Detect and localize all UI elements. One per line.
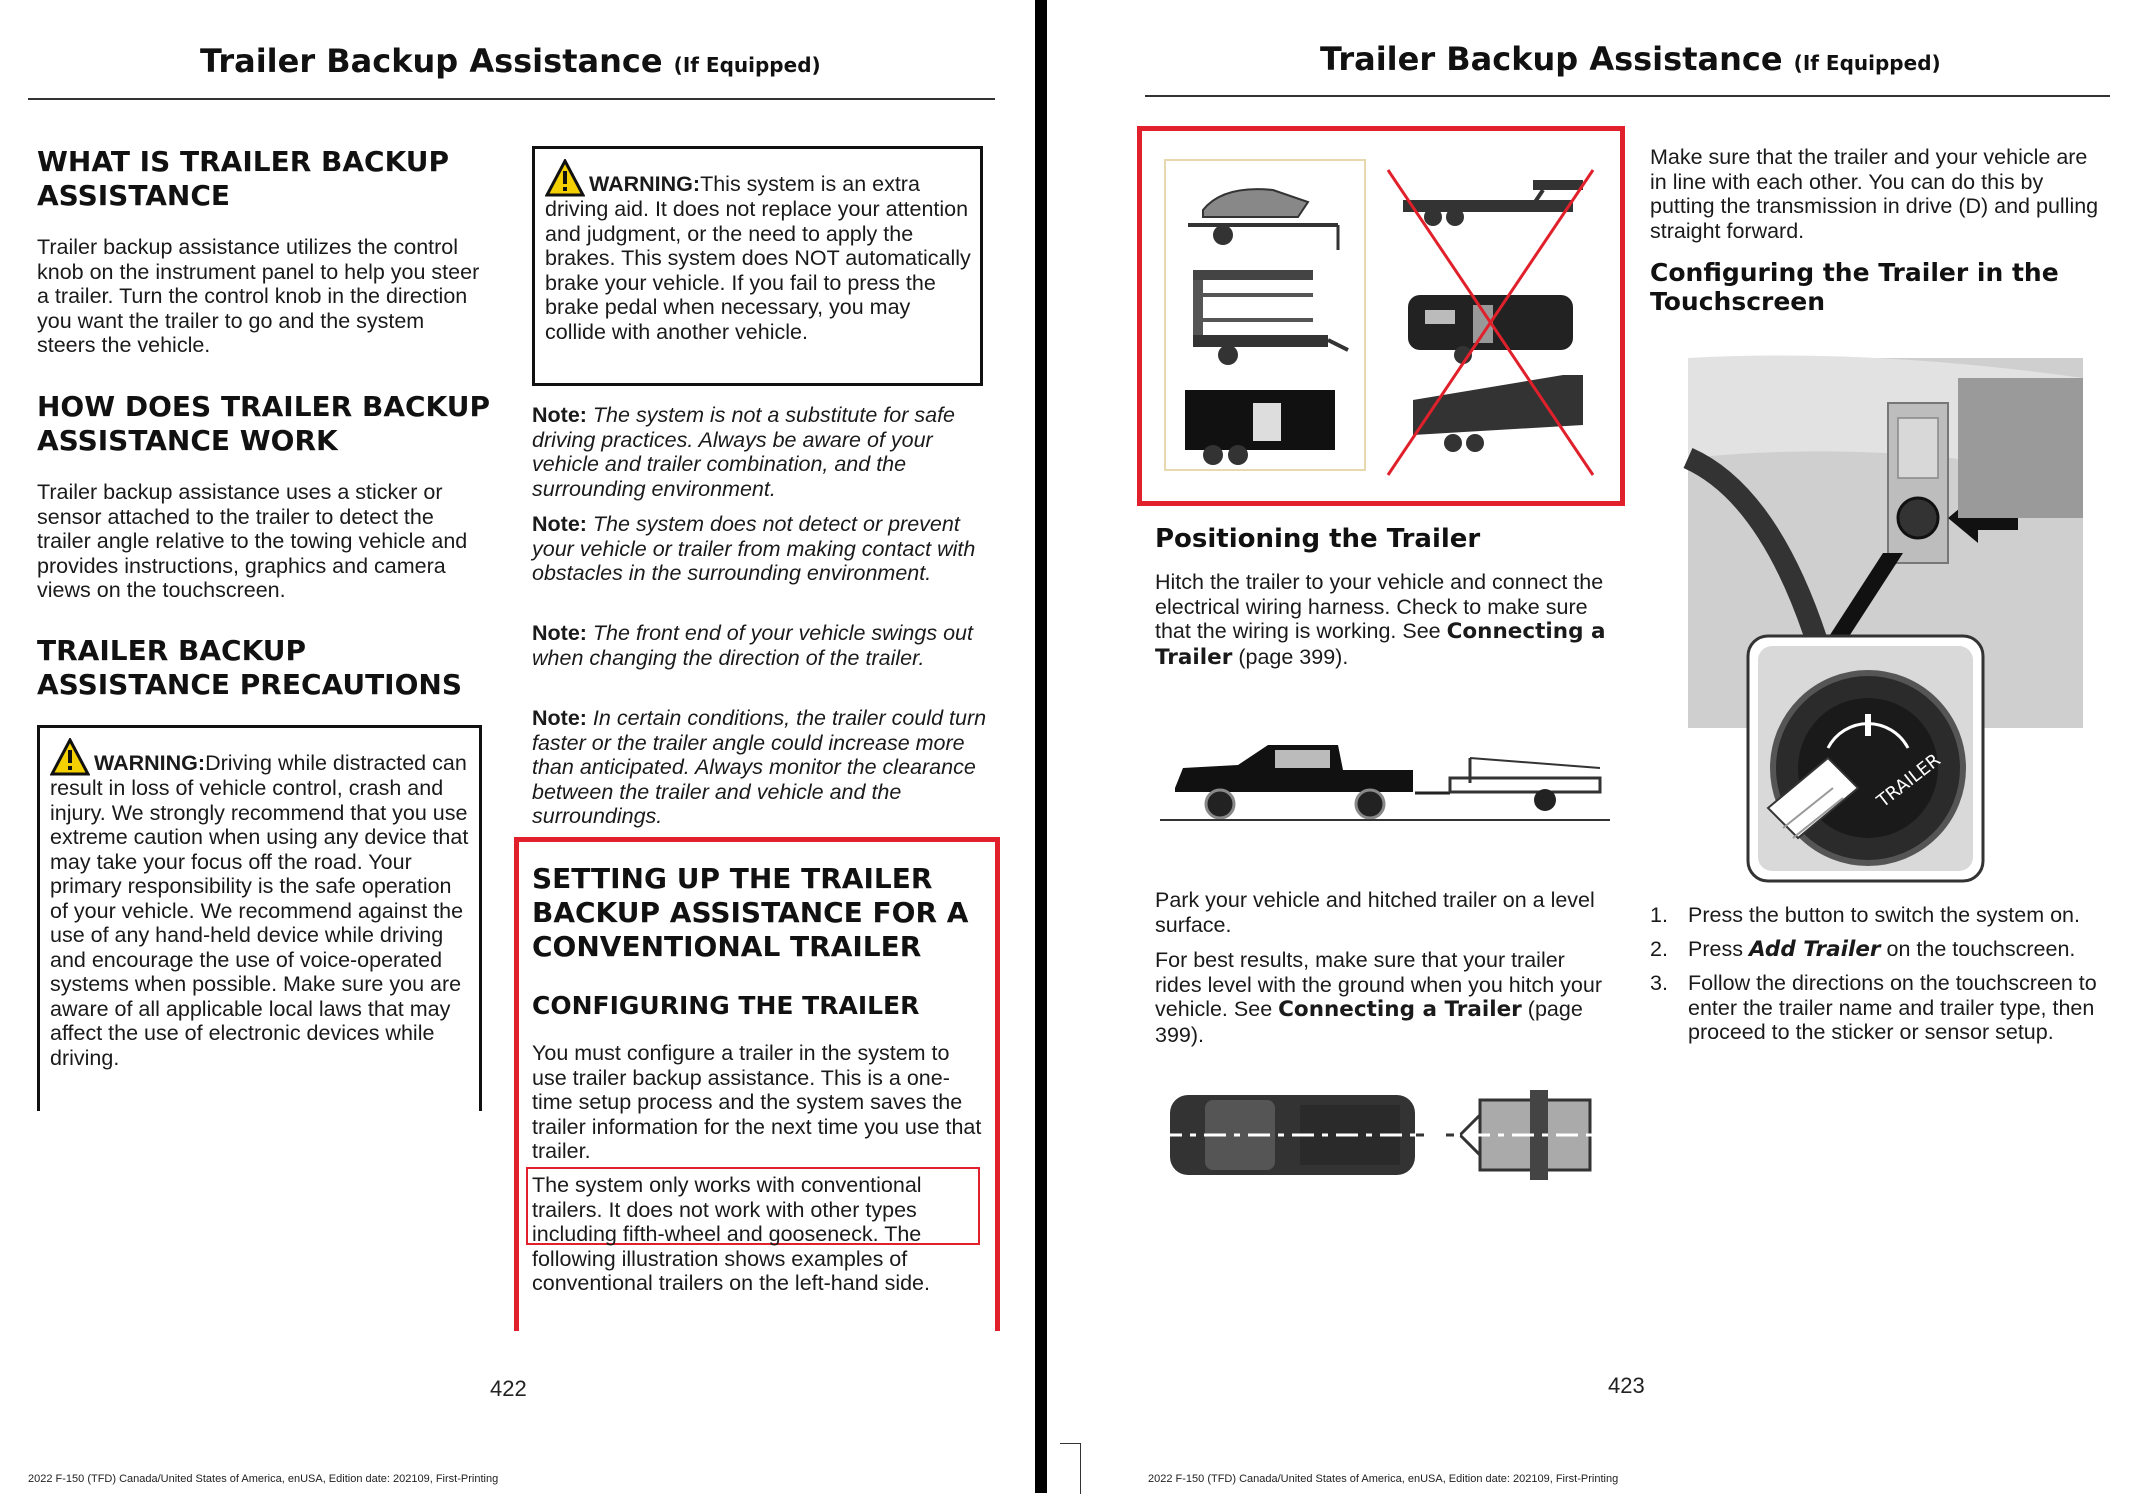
positioning-text: Hitch the trailer to your vehicle and connect the electrical wiring harness. Check to make sure that the wiring is working. xyxy=(1155,570,1604,643)
left-title-suffix: (If Equipped) xyxy=(673,53,821,77)
right-title-suffix: (If Equipped) xyxy=(1793,51,1941,75)
utility-trailer-icon xyxy=(1193,270,1348,365)
conventional-only-text xyxy=(532,1173,987,1296)
what-is-heading: WHAT IS TRAILER BACKUP ASSISTANCE xyxy=(37,145,450,212)
left-title-main: Trailer Backup Assistance xyxy=(200,42,663,80)
warning-distracted-text: Driving while distracted can result in loss of vehicle control, crash and injury. We strongly recommend that you use extreme caution when using any device that may take your focus off the road. Your primary responsibility is the safe operation of your vehicle. We recommend against the use of any hand-held device while driving and encourage the use of voice-operated systems when possible. Make sure you are aware of all applicable local laws that may affect the use of electronic devices while driving. xyxy=(50,751,469,1070)
what-is-body: Trailer backup assistance utilizes the control knob on the instrument panel to help you steer a trailer. Turn the control knob in the direction you want the trailer to go and the system steers the vehicle. xyxy=(37,235,480,357)
inline-body: Make sure that the trailer and your vehicle are in line with each other. You can do this by putting the transmission in drive (D) and pulling straight forward. xyxy=(1650,145,2099,243)
warning-aid-text-block xyxy=(545,159,973,344)
left-title-rule xyxy=(28,98,995,100)
precautions-heading: TRAILER BACKUP ASSISTANCE PRECAUTIONS xyxy=(37,634,463,701)
note-4-label: Note: xyxy=(532,706,587,730)
park-text: For best results, make sure that your trailer rides level with the ground when you hitch your vehicle. xyxy=(1155,948,1602,1021)
park-page-ref: (page 399). xyxy=(1155,997,1583,1047)
configuring-touchscreen-heading: Configuring the Trailer in the Touchscreen xyxy=(1650,258,2059,316)
step-2 xyxy=(1650,937,2105,963)
step-2-pre: Press xyxy=(1688,936,1743,961)
positioning-see: See xyxy=(1402,619,1441,643)
left-page-footer: 2022 F-150 (TFD) Canada/United States of America, enUSA, Edition date: 202109, First-Printing xyxy=(28,1473,499,1485)
park-ref-link[interactable]: Connecting a Trailer xyxy=(1278,997,1522,1022)
conventional-only-rest-text: The following illustration shows examples of conventional trailers on the left-hand side. xyxy=(532,1222,930,1295)
truck-trailer-side-illustration xyxy=(1160,738,1610,828)
enclosed-trailer-icon xyxy=(1185,390,1335,465)
note-2-label: Note: xyxy=(532,512,587,536)
positioning-page-ref: (page 399). xyxy=(1238,644,1349,669)
positioning-heading: Positioning the Trailer xyxy=(1155,524,1481,554)
configuring-steps xyxy=(1650,903,2105,1054)
crop-mark xyxy=(1060,1443,1081,1494)
warning-distracted-text-block xyxy=(50,738,475,1070)
note-1 xyxy=(532,403,982,501)
warning-aid-label: WARNING: xyxy=(589,172,701,196)
gooseneck-trailer-icon xyxy=(1403,180,1583,226)
trailer-types-illustration xyxy=(1163,155,1603,485)
step-3-text: Follow the directions on the touchscreen to enter the trailer name and trailer type, then proceed to the sticker or sensor setup. xyxy=(1688,971,2097,1044)
right-page-number: 423 xyxy=(1608,1373,1645,1398)
left-page-number: 422 xyxy=(490,1376,527,1401)
page-divider xyxy=(1035,0,1047,1493)
step-3-number: 3. xyxy=(1650,971,1668,995)
setting-up-heading: SETTING UP THE TRAILER BACKUP ASSISTANCE FOR A CONVENTIONAL TRAILER xyxy=(532,862,969,963)
fifth-wheel-trailer-icon xyxy=(1413,375,1583,452)
positioning-ref-link[interactable]: Connecting a Trailer xyxy=(1155,619,1606,670)
park-body-2 xyxy=(1155,948,1615,1047)
configuring-trailer-subheading: CONFIGURING THE TRAILER xyxy=(532,991,920,1020)
warning-triangle-icon xyxy=(50,738,90,776)
note-3-text: The front end of your vehicle swings out when changing the direction of the trailer. xyxy=(532,621,973,670)
note-4 xyxy=(532,706,987,829)
conventional-only-highlight-text: The system only works with conventional trailers. It does not work with other types including fifth-wheel and gooseneck. xyxy=(532,1173,922,1246)
trailer-knob-illustration xyxy=(1648,338,2088,888)
how-does-body: Trailer backup assistance uses a sticker or sensor attached to the trailer to detect the trailer angle relative to the towing vehicle and provides instructions, graphics and camera views on the touchscreen. xyxy=(37,480,468,602)
step-3 xyxy=(1650,971,2105,1045)
configuring-trailer-body: You must configure a trailer in the system to use trailer backup assistance. This is a one-time setup process and the system saves the trailer information for the next time you use that trailer. xyxy=(532,1041,982,1163)
camper-trailer-icon xyxy=(1408,295,1573,364)
right-page-footer: 2022 F-150 (TFD) Canada/United States of America, enUSA, Edition date: 202109, First-Printing xyxy=(1148,1473,1619,1485)
note-4-text: In certain conditions, the trailer could turn faster or the trailer angle could increase more than anticipated. Always monitor the clearance between the trailer and vehicle and the surroundings. xyxy=(532,706,987,828)
note-2 xyxy=(532,512,982,586)
right-title-main: Trailer Backup Assistance xyxy=(1320,40,1783,78)
right-title-rule xyxy=(1145,95,2110,97)
truck-trailer-top-illustration xyxy=(1160,1080,1610,1190)
warning-triangle-icon xyxy=(545,159,585,197)
park-see: See xyxy=(1233,997,1273,1021)
note-2-text: The system does not detect or prevent your vehicle or trailer from making contact with obstacles in the surrounding environment. xyxy=(532,512,976,585)
jetski-trailer-icon xyxy=(1188,189,1338,250)
how-does-heading: HOW DOES TRAILER BACKUP ASSISTANCE WORK xyxy=(37,390,491,457)
warning-box-distracted xyxy=(37,725,482,1111)
step-2-number: 2. xyxy=(1650,936,1668,961)
warning-box-extra-aid xyxy=(532,146,983,386)
step-1-number: 1. xyxy=(1650,903,1668,927)
note-3-label: Note: xyxy=(532,621,587,645)
step-1 xyxy=(1650,903,2105,928)
step-1-text: Press the button to switch the system on. xyxy=(1688,903,2080,927)
knob-trailer-label: TRAILER xyxy=(1873,749,1945,812)
note-1-label: Note: xyxy=(532,403,587,427)
positioning-body xyxy=(1155,570,1615,670)
right-page-title xyxy=(1320,40,1941,78)
step-2-add-trailer: Add Trailer xyxy=(1748,936,1881,962)
step-2-post: on the touchscreen. xyxy=(1886,936,2076,961)
note-3 xyxy=(532,621,982,670)
left-page-title xyxy=(200,42,821,80)
warning-distracted-label: WARNING: xyxy=(94,751,206,775)
park-body-1: Park your vehicle and hitched trailer on a level surface. xyxy=(1155,888,1595,937)
warning-aid-text: This system is an extra driving aid. It does not replace your attention and judgment, or the need to apply the brakes. This system does NOT automatically brake your vehicle. If you fail to press the brake pedal when necessary, you may collide with another vehicle. xyxy=(545,172,971,344)
note-1-text: The system is not a substitute for safe driving practices. Always be aware of your vehicle and trailer combination, and the surrounding environment. xyxy=(532,403,955,501)
